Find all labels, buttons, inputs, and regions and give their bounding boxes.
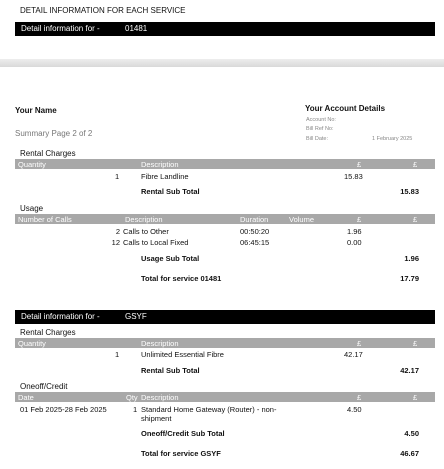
table-header <box>15 214 435 224</box>
amount-cell: 42.17 <box>344 350 363 359</box>
amount-cell: 0.00 <box>347 238 362 247</box>
table-header <box>15 338 435 348</box>
subtotal-label: Oneoff/Credit Sub Total <box>141 429 225 438</box>
column-header: Description <box>125 215 163 224</box>
column-header: Description <box>141 160 179 169</box>
bill-date-label: Bill Date: <box>306 136 329 142</box>
column-header: Description <box>141 393 179 402</box>
column-header: £ <box>413 393 418 402</box>
document-title: DETAIL INFORMATION FOR EACH SERVICE <box>20 6 186 15</box>
calls-cell: 12 <box>111 238 120 247</box>
column-header: Date <box>18 393 34 402</box>
description-cell: Fibre Landline <box>141 172 189 181</box>
bill-ref-label: Bill Ref No: <box>306 126 334 132</box>
subtotal-label: Rental Sub Total <box>141 366 200 375</box>
column-header: Quantity <box>18 339 46 348</box>
service-header-value: GSYF <box>125 312 147 321</box>
section-title: Oneoff/Credit <box>20 382 68 391</box>
description-cell-continued: shipment <box>141 414 172 423</box>
service-header-bar <box>15 310 435 324</box>
column-header: Volume <box>289 215 315 224</box>
summary-page-label: Summary Page 2 of 2 <box>15 129 93 138</box>
date-cell: 01 Feb 2025-28 Feb 2025 <box>20 405 107 414</box>
service-total-value: 46.67 <box>400 449 419 458</box>
column-header: £ <box>357 393 362 402</box>
duration-cell: 06:45:15 <box>240 238 270 247</box>
customer-name: Your Name <box>15 106 57 115</box>
amount-cell: 15.83 <box>344 172 363 181</box>
subtotal-value: 1.96 <box>404 254 419 263</box>
subtotal-value: 42.17 <box>400 366 419 375</box>
amount-cell: 1.96 <box>347 227 362 236</box>
subtotal-label: Rental Sub Total <box>141 187 200 196</box>
column-header: Duration <box>240 215 269 224</box>
duration-cell: 00:50:20 <box>240 227 270 236</box>
section-title: Usage <box>20 204 44 213</box>
quantity-cell: 1 <box>133 405 138 414</box>
column-header: £ <box>357 160 362 169</box>
calls-cell: 2 <box>115 227 120 236</box>
service-header-label: Detail information for - <box>21 24 100 33</box>
section-divider <box>0 59 444 67</box>
column-header: £ <box>413 215 418 224</box>
column-header: Number of Calls <box>18 215 72 224</box>
subtotal-value: 15.83 <box>400 187 419 196</box>
section-title: Rental Charges <box>20 328 76 337</box>
quantity-cell: 1 <box>115 350 120 359</box>
table-header <box>15 159 435 169</box>
account-details-heading: Your Account Details <box>305 104 386 113</box>
service-header-bar <box>15 22 435 36</box>
quantity-cell: 1 <box>115 172 120 181</box>
account-no-label: Account No: <box>306 117 336 123</box>
bill-date-value: 1 February 2025 <box>372 136 413 142</box>
section-title: Rental Charges <box>20 149 76 158</box>
service-total-label: Total for service 01481 <box>141 274 222 283</box>
column-header: £ <box>413 339 418 348</box>
subtotal-label: Usage Sub Total <box>141 254 200 263</box>
column-header: Quantity <box>18 160 46 169</box>
description-cell: Calls to Other <box>123 227 169 236</box>
service-header-value: 01481 <box>125 24 148 33</box>
column-header: £ <box>413 160 418 169</box>
table-header <box>15 392 435 402</box>
description-cell: Calls to Local Fixed <box>123 238 189 247</box>
description-cell: Standard Home Gateway (Router) - non- <box>141 405 277 414</box>
service-total-value: 17.79 <box>400 274 419 283</box>
column-header: Description <box>141 339 179 348</box>
amount-cell: 4.50 <box>347 405 362 414</box>
column-header: £ <box>357 215 362 224</box>
column-header: Qty <box>126 393 138 402</box>
service-header-label: Detail information for - <box>21 312 100 321</box>
column-header: £ <box>357 339 362 348</box>
service-total-label: Total for service GSYF <box>141 449 221 458</box>
subtotal-value: 4.50 <box>404 429 419 438</box>
description-cell: Unlimited Essential Fibre <box>141 350 224 359</box>
